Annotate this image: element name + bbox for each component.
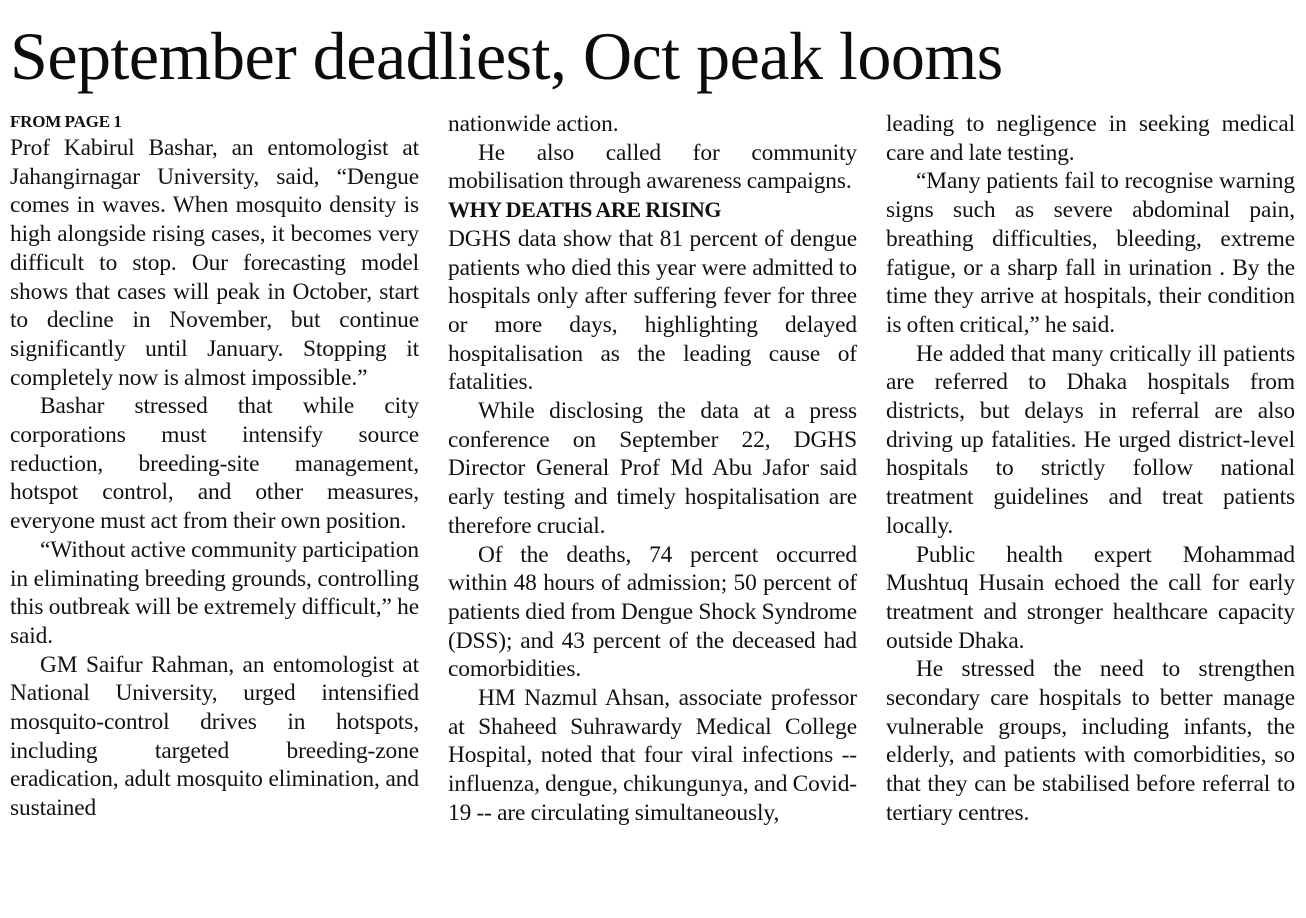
paragraph: HM Nazmul Ahsan, associate professor at Shaheed Suhrawardy Medical College Hospital, noted that four viral infections -- influenza, dengue, chikungunya, and Covid-19 -- are circulating simultaneously, [448,685,857,826]
paragraph: He also called for community mobilisation through awareness campaigns. [448,139,857,195]
paragraph: Of the deaths, 74 percent occurred within 48 hours of admission; 50 percent of patients died from Dengue Shock Syndrome (DSS); and 43 percent of the deceased had comorbidities. [448,541,857,683]
headline: September deadliest, Oct peak looms [10,18,1003,94]
article-column-1 [10,110,419,823]
paragraph: He stressed the need to strengthen secondary care hospitals to better manage vulnerable groups, including infants, the elderly, and patients with comorbidities, so that they can be stabilised before referral to tertiary centres. [886,656,1295,826]
paragraph: GM Saifur Rahman, an entomologist at National University, urged intensified mosquito-control drives in hotspots, including targeted breeding-zone eradication, adult mosquito elimination, and sustained [10,651,419,822]
paragraph: “Without active community participation in eliminating breeding grounds, controlling this outbreak will be extremely difficult,” he said. [10,536,419,649]
paragraph: Public health expert Mohammad Mushtuq Husain echoed the call for early treatment and stronger healthcare capacity outside Dhaka. [886,541,1295,654]
paragraph: “Many patients fail to recognise warning signs such as severe abdominal pain, breathing difficulties, bleeding, extreme fatigue, or a sharp fall in urination . By the time they arrive at hospitals, their condition is often critical,” he said. [886,168,1295,338]
kicker-from-page: FROM PAGE 1 [10,112,122,131]
paragraph: DGHS data show that 81 percent of dengue patients who died this year were admitted to hospitals only after suffering fever for three or more days, highlighting delayed hospitalisation as the leading cause of fatalities. [448,225,857,396]
paragraph: leading to negligence in seeking medical care and late testing. [886,111,1295,166]
paragraph: nationwide action. [448,111,619,137]
paragraph: Prof Kabirul Bashar, an entomologist at Jahangirnagar University, said, “Dengue comes in waves. When mosquito density is high alongside rising cases, it becomes very difficult to stop. Our forecasting model shows that cases will peak in October, start to decline in November, but continue significantly until January. Stopping it completely now is almost impossible.” [10,135,419,391]
article-column-2 [448,110,857,828]
paragraph: While disclosing the data at a press conference on September 22, DGHS Director General Prof Md Abu Jafor said early testing and timely hospitalisation are therefore crucial. [448,398,857,539]
paragraph: He added that many critically ill patients are referred to Dhaka hospitals from districts, but delays in referral are also driving up fatalities. He urged district-level hospitals to strictly follow national treatment guidelines and treat patients locally. [886,340,1295,539]
section-subhead: WHY DEATHS ARE RISING [448,197,722,223]
article-column-3 [886,110,1295,828]
paragraph: Bashar stressed that while city corporations must intensify source reduction, breeding-site management, hotspot control, and other measures, everyone must act from their own position. [10,393,419,535]
